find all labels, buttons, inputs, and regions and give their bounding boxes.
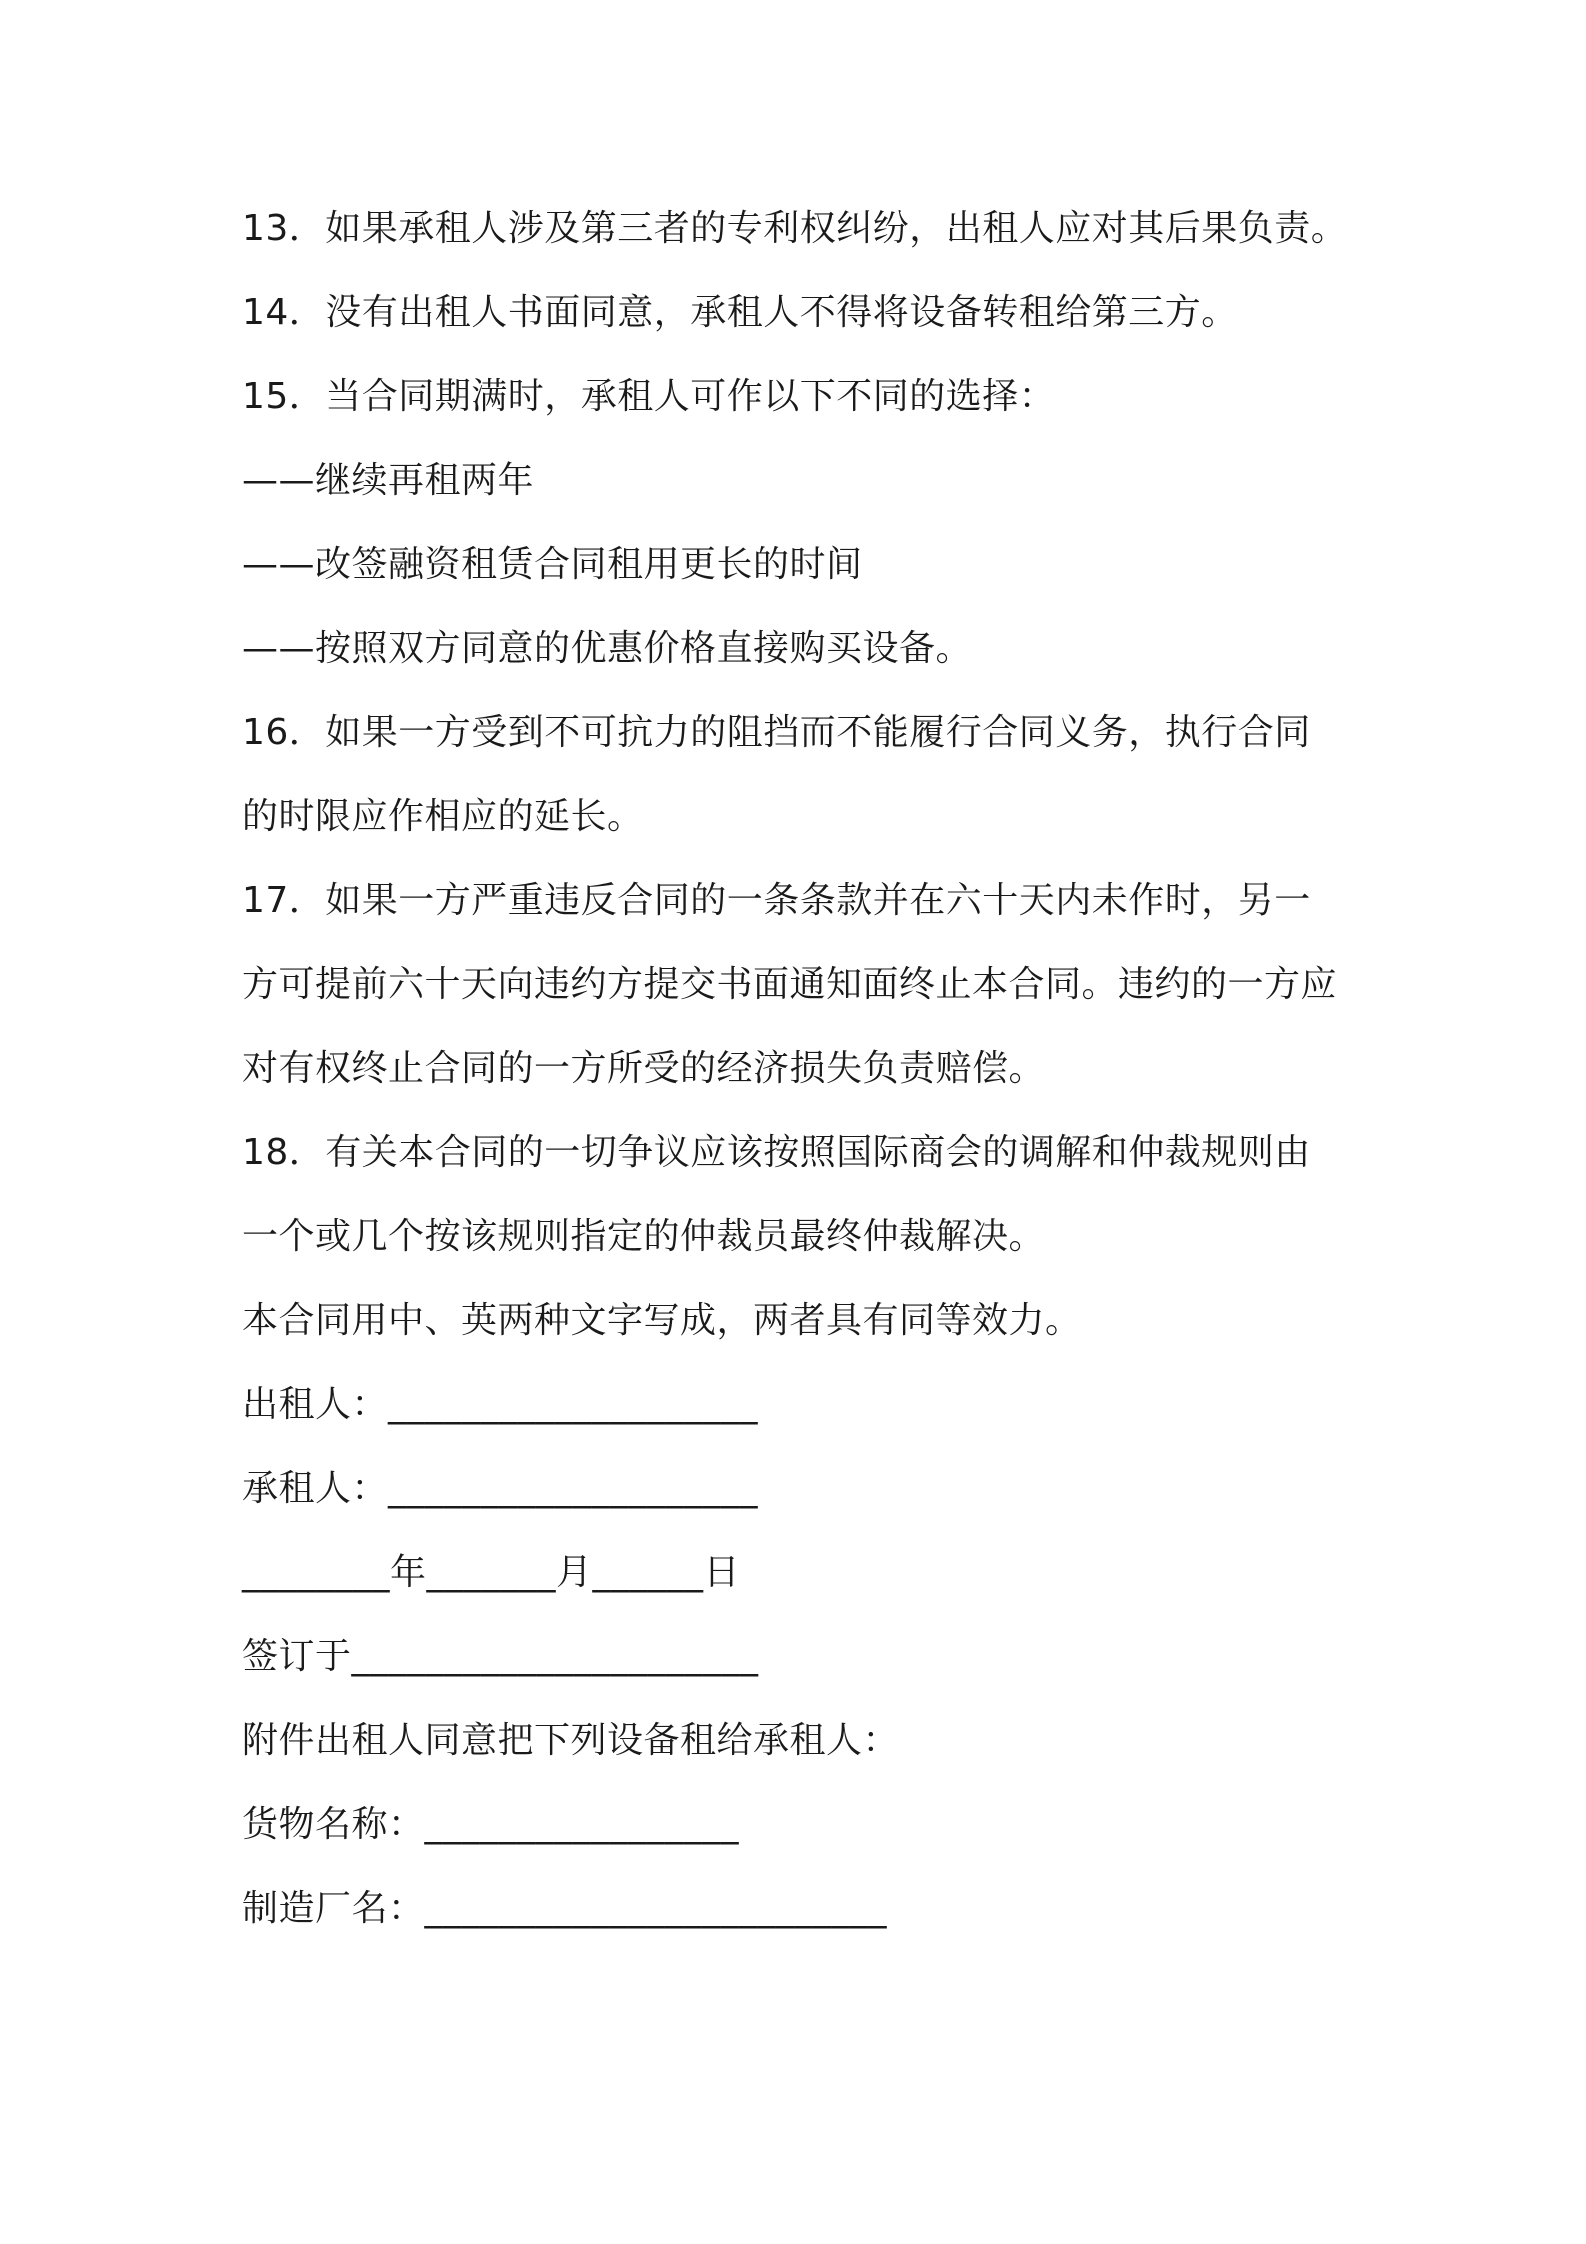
clause-18-line-2: 一个或几个按该规则指定的仲裁员最终仲裁解决。 bbox=[242, 1216, 1046, 1257]
language-clause-line: 本合同用中、英两种文字写成，两者具有同等效力。 bbox=[242, 1300, 1082, 1341]
clause-15-line: 15．当合同期满时，承租人可作以下不同的选择： bbox=[242, 376, 1056, 417]
lessor-signature-line: 出租人：____________________ bbox=[242, 1384, 759, 1425]
option-purchase-line: ——按照双方同意的优惠价格直接购买设备。 bbox=[242, 628, 973, 669]
option-finance-lease-line: ——改签融资租赁合同租用更长的时间 bbox=[242, 544, 863, 585]
lessee-signature-line: 承租人：____________________ bbox=[242, 1468, 759, 1509]
clause-13-line: 13．如果承租人涉及第三者的专利权纠纷，出租人应对其后果负责。 bbox=[242, 208, 1348, 249]
goods-name-line: 货物名称：_________________ bbox=[242, 1804, 740, 1845]
clause-16-line-1: 16．如果一方受到不可抗力的阻挡而不能履行合同义务，执行合同 bbox=[242, 712, 1311, 753]
manufacturer-line: 制造厂名：_________________________ bbox=[242, 1888, 888, 1929]
clause-17-line-3: 对有权终止合同的一方所受的经济损失负责赔偿。 bbox=[242, 1048, 1046, 1089]
clause-14-line: 14．没有出租人书面同意，承租人不得将设备转租给第三方。 bbox=[242, 292, 1238, 333]
clause-16-line-2: 的时限应作相应的延长。 bbox=[242, 796, 644, 837]
attachment-intro-line: 附件出租人同意把下列设备租给承租人： bbox=[242, 1720, 900, 1761]
clause-18-line-1: 18．有关本合同的一切争议应该按照国际商会的调解和仲裁规则由 bbox=[242, 1132, 1311, 1173]
clause-17-line-2: 方可提前六十天向违约方提交书面通知面终止本合同。违约的一方应 bbox=[242, 964, 1338, 1005]
option-renew-line: ——继续再租两年 bbox=[242, 460, 535, 501]
signed-at-line: 签订于______________________ bbox=[242, 1636, 759, 1677]
clause-17-line-1: 17．如果一方严重违反合同的一条条款并在六十天内未作时，另一 bbox=[242, 880, 1311, 921]
date-line: ________年_______月______日 bbox=[242, 1552, 740, 1593]
